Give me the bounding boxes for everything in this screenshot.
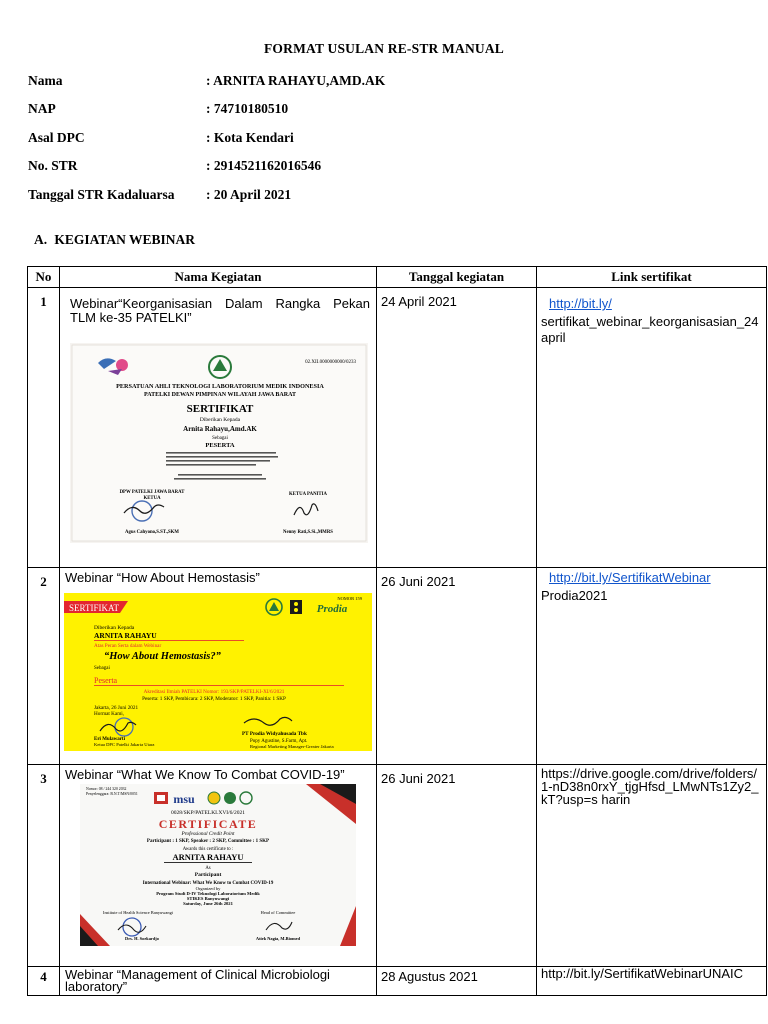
cert3-right-title: Head of Committee: [260, 910, 296, 915]
row-link-primary[interactable]: http://bit.ly/SertifikatWebinarUNAIC: [541, 966, 744, 981]
cert1-right-title: KETUA PANITIA: [289, 492, 327, 497]
certificate-image-3: [80, 784, 372, 950]
cert3-awarded: Awards this certificate to :: [182, 847, 234, 852]
field-nap-value: : 74710180510: [206, 101, 289, 116]
certificate-image-2: [64, 593, 372, 755]
row-link-cell: [537, 765, 767, 967]
row-no: 2: [28, 568, 60, 765]
row-link-secondary: Prodia2021: [541, 588, 608, 603]
cert3-brand: msu: [173, 792, 195, 806]
section-heading: [34, 232, 195, 248]
prodia-logo-icon: Prodia: [316, 603, 348, 615]
field-no-str-value: : 2914521162016546: [206, 158, 322, 173]
cert3-org3: STIKES Banyuwangi: [186, 896, 230, 901]
certificate-prodia: [64, 593, 372, 751]
row-name: Webinar “What We Know To Combat COVID-19”: [65, 767, 345, 782]
cert2-ribbon: SERTIFIKAT: [69, 603, 119, 613]
row-no: 4: [28, 967, 60, 996]
field-nama-value: : ARNITA RAHAYU,AMD.AK: [206, 73, 386, 88]
cert1-org2: PATELKI DEWAN PIMPINAN WILAYAH JAWA BARAT: [144, 392, 296, 398]
document-title: FORMAT USULAN RE-STR MANUAL: [263, 41, 505, 56]
cert3-sub: Professional Credit Point: [181, 831, 235, 837]
row-name-cell: [60, 288, 377, 568]
cert2-regards: Hormat Kami,: [94, 711, 124, 717]
cert1-org1: PERSATUAN AHLI TEKNOLOGI LABORATORIUM MEDIK INDONESIA: [116, 383, 324, 390]
cert1-left-name: Agus Cahyono,S.ST.,SKM: [125, 530, 179, 535]
cert2-as: Sebagai: [94, 666, 110, 671]
cert3-head-no: Nomor: 08 / 244 320 2032: [86, 787, 127, 791]
row-no: 3: [28, 765, 60, 967]
row-name-cell: [60, 568, 377, 765]
cert1-as: Sebagai: [212, 436, 228, 441]
section-number: A.: [34, 232, 48, 247]
certificate-image-1: [70, 343, 372, 547]
field-tanggal-str-value: : 20 April 2021: [206, 187, 292, 202]
table-row: [28, 568, 767, 765]
row-link-cell: [537, 967, 767, 996]
cert2-company: PT Prodia Widyahusada Tbk: [242, 731, 307, 737]
cert1-right-name: Nenny Rati,S.Si.,MMRS: [283, 530, 333, 535]
cert3-recipient: ARNITA RAHAYU: [172, 852, 244, 862]
cert2-topic: “How About Hemostasis?”: [104, 651, 221, 662]
cert3-as: As: [205, 866, 211, 871]
field-nama-label: Nama: [28, 73, 63, 88]
cert1-role: PESERTA: [205, 442, 235, 449]
msu-logo-icon: [154, 792, 168, 804]
cert1-heading: SERTIFIKAT: [186, 403, 254, 415]
row-name: Webinar “Management of Clinical Microbiologi laboratory”: [65, 967, 330, 994]
cert1-recipient: Arnita Rahayu,Amd.AK: [183, 425, 257, 433]
row-link-primary[interactable]: http://bit.ly/SertifikatWebinar: [549, 570, 711, 585]
field-asal-dpc-value: : Kota Kendari: [206, 130, 294, 145]
partner-logo-icon: [290, 600, 302, 614]
cert3-role: Participant: [194, 872, 222, 878]
field-nap-label: NAP: [28, 101, 56, 116]
field-asal-dpc-label: Asal DPC: [28, 130, 85, 145]
cert2-left-name: Eri Mulawarti: [94, 737, 125, 742]
cert3-heading: CERTIFICATE: [158, 817, 258, 831]
cert2-left-role: Ketua DPC Patelki Jakarta Utara: [94, 742, 155, 747]
cert2-nomor: NOMOR 159: [337, 596, 362, 601]
row-link-primary[interactable]: https://drive.google.com/drive/folders/1-nD38n0rxY_tjgHfsd_LMwNTs1Zy2_kT?usp=s harin: [541, 766, 759, 807]
row-date: 26 Juni 2021: [377, 568, 537, 765]
table-row: [28, 967, 767, 996]
webinar-table: [27, 266, 767, 996]
cert3-left-name: Drs. H. Soekardjo: [125, 936, 159, 941]
cert1-given: Diberikan Kepada: [199, 417, 241, 423]
row-name-cell: [60, 765, 377, 967]
cert3-event: International Webinar: What We Know to Combat COVID-19: [142, 881, 274, 886]
row-link-primary[interactable]: http://bit.ly/: [549, 296, 612, 311]
cert3-credits: Participant : 1 SKP, Speaker : 2 SKP, Committee : 1 SKP: [146, 839, 270, 844]
cert2-role: Peserta: [94, 676, 118, 685]
certificate-patelki: [70, 343, 368, 543]
field-tanggal-str-label: Tanggal STR Kadaluarsa: [28, 187, 175, 202]
row-link-cell: [537, 288, 767, 568]
row-date: 28 Agustus 2021: [377, 967, 537, 996]
cert1-left-title: DPW PATELKI JAWA BARAT: [119, 490, 185, 495]
header-link: Link sertifikat: [537, 267, 767, 288]
certificate-msu: [80, 784, 356, 946]
cert1-number: 02.XII.0000000000/0233: [305, 360, 356, 365]
row-no: 1: [28, 288, 60, 568]
field-no-str-label: No. STR: [28, 158, 78, 173]
table-row: [28, 765, 767, 967]
section-title: KEGIATAN WEBINAR: [54, 232, 196, 247]
header-nama-kegiatan: Nama Kegiatan: [60, 267, 377, 288]
cert1-left-role: KETUA: [143, 496, 161, 501]
cert2-right-role: Regional Marketing Manager-Greater Jakarta: [250, 744, 334, 749]
row-date: 24 April 2021: [377, 288, 537, 568]
cert3-right-name: Atiek Nagia, M.Biomed: [255, 936, 301, 941]
table-header-row: [28, 267, 767, 288]
cert2-place-date: Jakarta, 26 Juni 2021: [94, 705, 139, 711]
cert3-date: Saturday, June 26th 2021: [183, 901, 233, 906]
header-no: No: [28, 267, 60, 288]
table-row: [28, 288, 767, 568]
cert2-right-name: Popy Agustine, S.Farm, Apt.: [250, 739, 308, 744]
cert3-org1: Organized by: [195, 886, 221, 891]
cert3-ref: 0028/SKP/PATELKI.XVI/6/2021: [171, 810, 245, 816]
cert2-accreditation: Akreditasi Ilmiah PATELKI Nomor: 193/SKP/PATELKI-XI/6/2021: [143, 689, 285, 695]
row-date: 26 Juni 2021: [377, 765, 537, 967]
row-name: Webinar“Keorganisasian Dalam Rangka Pekan TLM ke-35 PATELKI”: [70, 296, 370, 325]
row-link-secondary: sertifikat_webinar_keorganisasian_24april: [541, 314, 759, 345]
cert2-given: Diberikan Kepada: [94, 625, 135, 631]
row-link-cell: [537, 568, 767, 765]
cert3-left-title: Institute of Health Science Banyuwangi: [103, 910, 173, 915]
cert2-role-in: Atas Peran Serta dalam Webinar: [94, 643, 162, 649]
row-name: Webinar “How About Hemostasis”: [65, 570, 260, 585]
header-tanggal: Tanggal kegiatan: [377, 267, 537, 288]
cert2-recipient: ARNITA RAHAYU: [94, 631, 157, 640]
cert2-skp: Peserta: 1 SKP, Pembicara: 2 SKP, Moderator: 1 SKP, Panitia: 1 SKP: [142, 696, 286, 702]
row-name-cell: [60, 967, 377, 996]
cert3-org2: Program Studi D-IV Teknologi Laboratorium Medik: [156, 891, 260, 896]
cert3-head-no2: Penyelenggara: B.N.T/MSN/0051: [86, 792, 138, 796]
